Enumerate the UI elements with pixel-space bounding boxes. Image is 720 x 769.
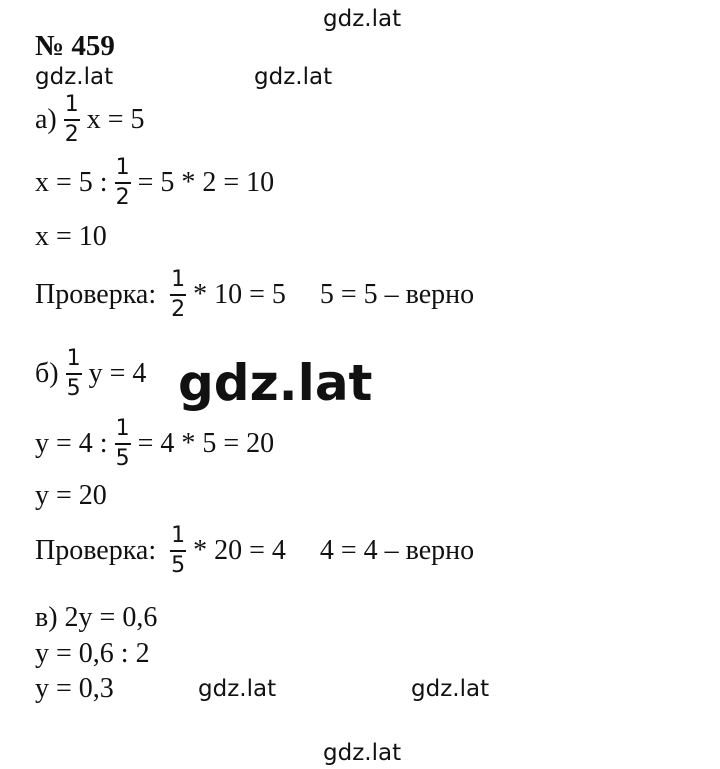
- watermark-big: gdz.lat: [178, 354, 373, 412]
- part-c-line3: y = 0,3: [35, 673, 114, 704]
- fraction: $\frac{1}{5}$: [171, 523, 186, 579]
- fraction: $\frac{1}{5}$: [115, 416, 130, 472]
- watermark-top: gdz.lat: [323, 6, 402, 32]
- part-a-label: а): [35, 104, 57, 136]
- part-c-line1: в) 2y = 0,6: [35, 602, 158, 633]
- fraction: $\frac{1}{5}$: [66, 346, 81, 402]
- part-b-label: б): [35, 358, 59, 390]
- part-a-step1: x = 5 : $\frac{1}{2}$ = 5 * 2 = 10: [35, 155, 275, 211]
- fraction: $\frac{1}{2}$: [115, 155, 130, 211]
- part-a-check: Проверка: $\frac{1}{2}$ * 10 = 5 5 = 5 – верно: [35, 267, 475, 323]
- watermark-footer: gdz.lat: [323, 740, 402, 766]
- watermark-bottom-right: gdz.lat: [411, 676, 490, 702]
- problem-number: № 459: [35, 30, 115, 62]
- part-c-line2: y = 0,6 : 2: [35, 638, 150, 669]
- watermark-mid: gdz.lat: [254, 64, 333, 90]
- part-a-equation: а) $\frac{1}{2}$ x = 5: [35, 92, 145, 148]
- part-b-step1: y = 4 : $\frac{1}{5}$ = 4 * 5 = 20: [35, 416, 275, 472]
- fraction: $\frac{1}{2}$: [64, 92, 79, 148]
- part-a-result: x = 10: [35, 221, 107, 252]
- watermark-bottom-left: gdz.lat: [198, 676, 277, 702]
- part-b-check: Проверка: $\frac{1}{5}$ * 20 = 4 4 = 4 – верно: [35, 523, 475, 579]
- part-b-result: y = 20: [35, 480, 107, 511]
- fraction: $\frac{1}{2}$: [171, 267, 186, 323]
- part-b-equation: б) $\frac{1}{5}$ y = 4: [35, 346, 147, 402]
- watermark-left: gdz.lat: [35, 64, 114, 90]
